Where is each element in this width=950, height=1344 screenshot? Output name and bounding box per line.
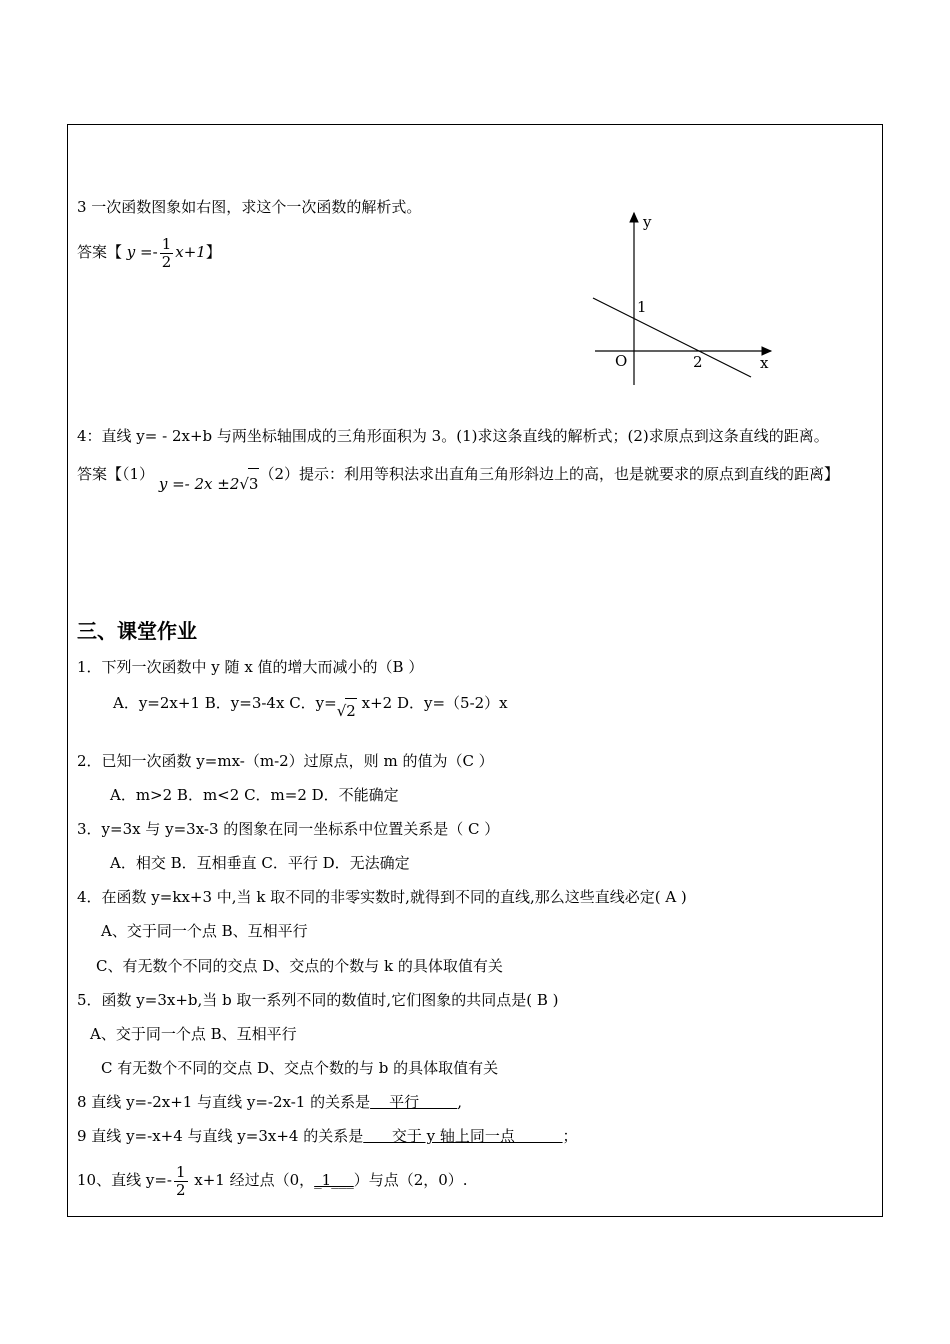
x-axis-label: x <box>760 354 769 372</box>
q3-answer-suffix: 】 <box>205 243 221 261</box>
item-5-options-ab: A、交于同一个点 B、互相平行 <box>90 1025 297 1043</box>
q3-answer-num: 1 <box>161 234 172 253</box>
q3-answer-eq: =- <box>135 243 158 261</box>
item-8 <box>77 1092 462 1112</box>
q4-answer-prefix: 答案【（1） <box>77 465 155 483</box>
item-9-text: 9 直线 y=-x+4 与直线 y=3x+4 的关系是 <box>77 1127 364 1145</box>
q4-question: 4：直线 y= - 2x+b 与两坐标轴围成的三角形面积为 3。(1)求这条直线的解析式；(2)求原点到这条直线的距离。 <box>77 427 829 445</box>
item-8-text: 8 直线 y=-2x+1 与直线 y=-2x-1 的关系是 <box>77 1093 371 1111</box>
item-1-sqrt-value: 2 <box>345 698 357 723</box>
item-9-post: ； <box>562 1127 578 1145</box>
item-2: 2．已知一次函数 y=mx-（m-2）过原点，则 m 的值为（C ） <box>77 752 494 770</box>
q3-answer-tail: x+1 <box>175 243 206 261</box>
q3-answer-den: 2 <box>161 252 172 271</box>
q3-answer-fraction <box>160 236 174 271</box>
item-10 <box>77 1160 468 1200</box>
item-10-mid: x+1 经过点（0， <box>189 1171 315 1189</box>
item-4-options-cd: C、有无数个不同的交点 D、交点的个数与 k 的具体取值有关 <box>96 957 503 975</box>
x-intercept-label: 2 <box>693 353 703 371</box>
q4-answer <box>77 458 840 493</box>
section-title: 三、课堂作业 <box>77 619 197 643</box>
item-9-blank: 交于 y 轴上同一点 <box>363 1127 563 1145</box>
item-4: 4．在函数 y=kx+3 中,当 k 取不同的非零实数时,就得到不同的直线,那么这些直线必定( A ) <box>77 888 687 906</box>
item-10-post: ）与点（2，0）. <box>353 1171 468 1189</box>
line-graph <box>585 205 785 385</box>
item-10-text: 10、直线 y=- <box>77 1171 172 1189</box>
item-8-post: , <box>457 1093 463 1111</box>
y-axis-label: y <box>643 213 652 231</box>
y-intercept-label: 1 <box>637 298 647 316</box>
item-1-sqrt: √2 <box>337 702 357 720</box>
q4-answer-rest: （2）提示：利用等积法求出直角三角形斜边上的高，也是就要求的原点到直线的距离】 <box>259 465 840 483</box>
item-8-blank: 平行 <box>370 1093 458 1111</box>
q3-answer-y: y <box>126 243 136 261</box>
q4-answer-formula: y =- 2x ±2 <box>158 475 240 493</box>
item-1-options-b: x+2 D．y=（5-2）x <box>356 694 508 712</box>
item-1-options <box>113 690 508 720</box>
q3-question: 3 一次函数图象如右图，求这个一次函数的解析式。 <box>77 198 422 216</box>
item-2-options: A．m>2 B．m<2 C．m=2 D．不能确定 <box>110 786 399 804</box>
q4-sqrt: √3 <box>239 475 259 493</box>
q4-sqrt-value: 3 <box>248 468 260 499</box>
item-10-num: 1 <box>175 1162 186 1181</box>
item-3: 3．y=3x 与 y=3x-3 的图象在同一坐标系中位置关系是（ C ） <box>77 820 500 838</box>
item-1: 1．下列一次函数中 y 随 x 值的增大而减小的（B ） <box>77 658 424 676</box>
q3-answer-prefix: 答案【 <box>77 243 123 261</box>
item-1-options-a: A．y=2x+1 B．y=3-4x C．y= <box>113 694 337 712</box>
item-5-options-cd: C 有无数个不同的交点 D、交点个数的与 b 的具体取值有关 <box>101 1059 499 1077</box>
item-10-blank: _1___ <box>314 1171 354 1189</box>
item-10-fraction <box>174 1164 188 1199</box>
item-10-den: 2 <box>175 1180 186 1199</box>
item-9 <box>77 1126 578 1146</box>
item-4-options-ab: A、交于同一个点 B、互相平行 <box>101 922 308 940</box>
q3-answer <box>77 232 221 272</box>
item-3-options: A．相交 B．互相垂直 C．平行 D．无法确定 <box>110 854 410 872</box>
origin-label: O <box>615 352 628 370</box>
item-5: 5．函数 y=3x+b,当 b 取一系列不同的数值时,它们图象的共同点是( B ) <box>77 991 559 1009</box>
